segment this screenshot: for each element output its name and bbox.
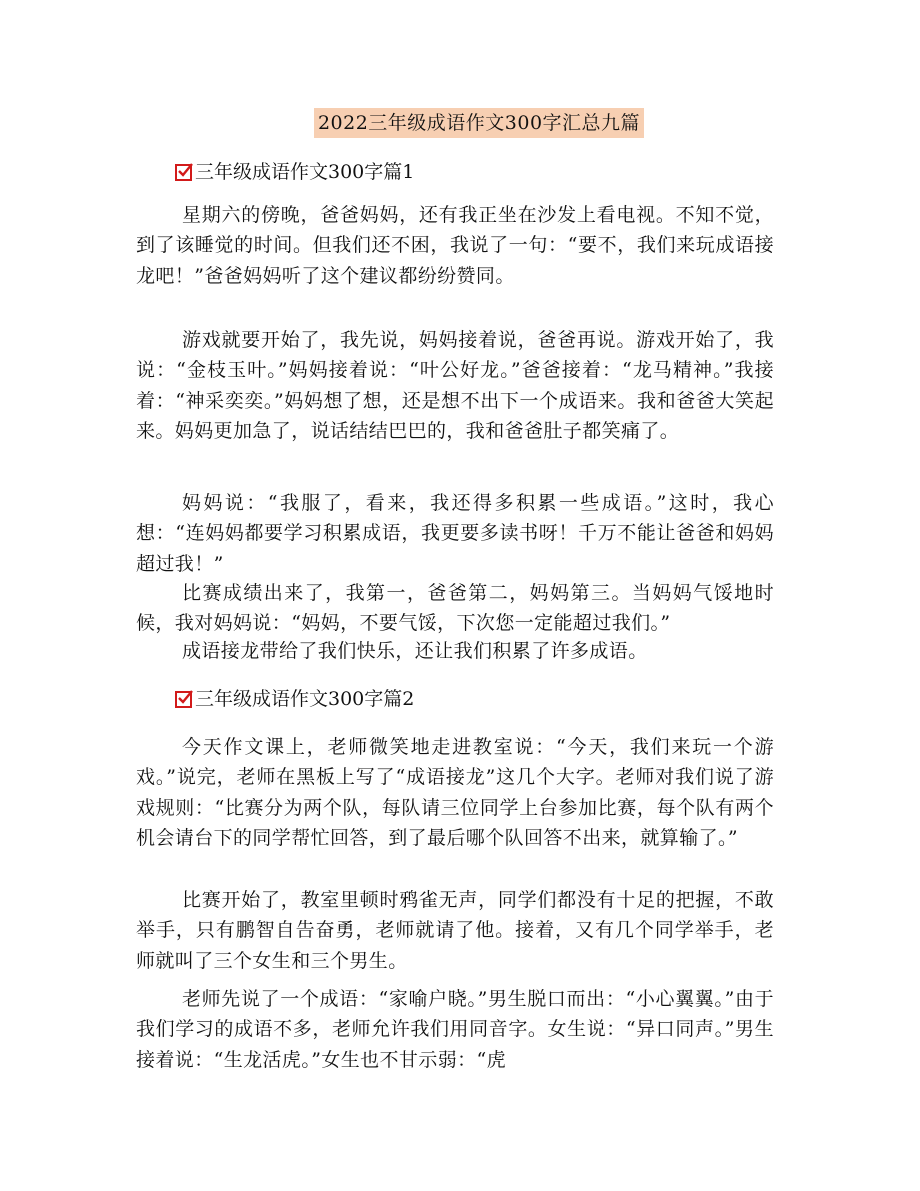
paragraph: 今天作文课上，老师微笑地走进教室说：“今天，我们来玩一个游戏。”说完，老师在黑板上写了“成语接龙”这几个大字。老师对我们说了游戏规则：“比赛分为两个队，每队请三位同学上台参加比赛，每个队有两个机会请台下的同学帮忙回答，到了最后哪个队回答不出来，就算输了。” xyxy=(136,736,774,849)
paragraph: 老师先说了一个成语：“家喻户晓。”男生脱口而出：“小心翼翼。”由于我们学习的成语不多，老师允许我们用同音字。女生说：“异口同声。”男生接着说：“生龙活虎。”女生也不甘示弱：“虎 xyxy=(136,988,774,1071)
checkbox-checked-icon xyxy=(175,164,192,181)
paragraph: 星期六的傍晚，爸爸妈妈，还有我正坐在沙发上看电视。不知不觉，到了该睡觉的时间。但我们还不困，我说了一句：“要不，我们来玩成语接龙吧！”爸爸妈妈听了这个建议都纷纷赞同。 xyxy=(136,204,774,287)
section-heading-text: 三年级成语作文300字篇2 xyxy=(195,688,415,710)
section-heading-2 xyxy=(175,685,414,713)
checkbox-checked-icon xyxy=(175,691,192,708)
title-row xyxy=(0,108,920,138)
section-heading-text: 三年级成语作文300字篇1 xyxy=(195,161,415,183)
paragraph: 成语接龙带给了我们快乐，还让我们积累了许多成语。 xyxy=(182,640,648,662)
document-title: 2022三年级成语作文300字汇总九篇 xyxy=(314,108,644,138)
section-heading-1 xyxy=(175,158,414,186)
paragraph: 妈妈说：“我服了，看来，我还得多积累一些成语。”这时，我心想：“连妈妈都要学习积累成语，我更要多读书呀！千万不能让爸爸和妈妈超过我！” xyxy=(136,492,774,575)
paragraph: 比赛开始了，教室里顿时鸦雀无声，同学们都没有十足的把握，不敢举手，只有鹏智自告奋勇，老师就请了他。接着，又有几个同学举手，老师就叫了三个女生和三个男生。 xyxy=(136,889,774,972)
paragraph: 比赛成绩出来了，我第一，爸爸第二，妈妈第三。当妈妈气馁地时候，我对妈妈说：“妈妈，不要气馁，下次您一定能超过我们。” xyxy=(136,582,774,635)
paragraph: 游戏就要开始了，我先说，妈妈接着说，爸爸再说。游戏开始了，我说：“金枝玉叶。”妈妈接着说：“叶公好龙。”爸爸接着：“龙马精神。”我接着：“神采奕奕。”妈妈想了想，还是想不出下一个成语来。我和爸爸大笑起来。妈妈更加急了，说话结结巴巴的，我和爸爸肚子都笑痛了。 xyxy=(136,329,774,442)
